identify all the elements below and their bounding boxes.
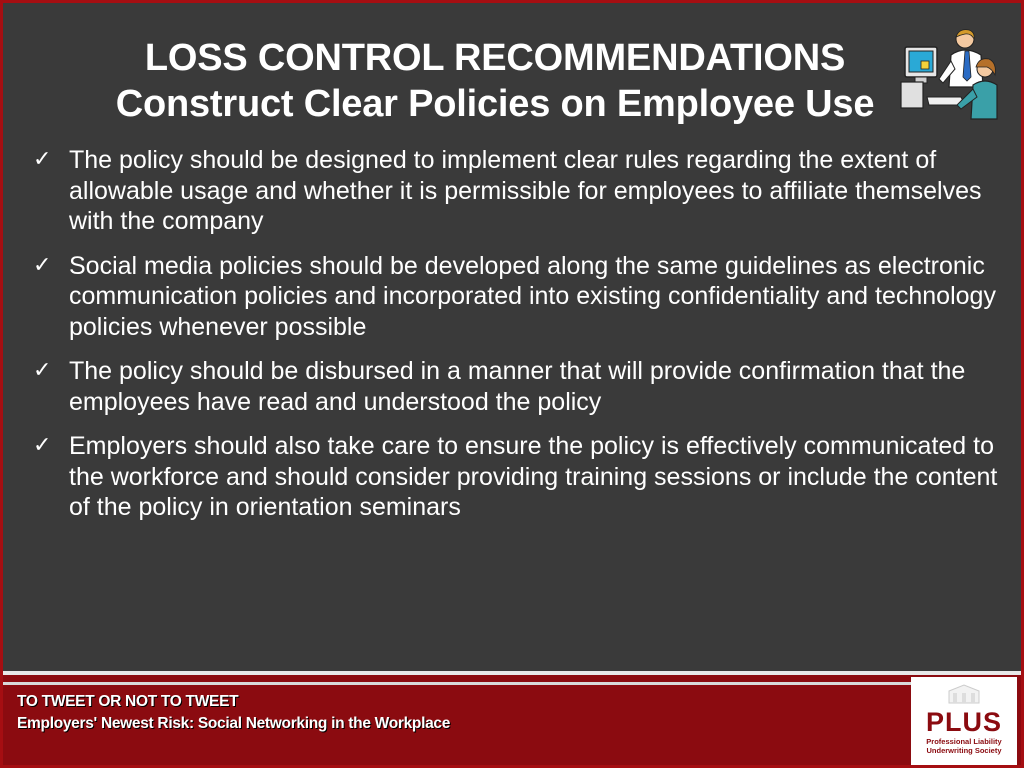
building-emblem-icon	[911, 677, 1017, 707]
checkmark-icon: ✓	[33, 433, 52, 458]
footer-text	[17, 691, 450, 735]
list-item	[33, 145, 1003, 237]
logo-sub-2: Underwriting Society	[926, 746, 1002, 755]
bullet-list	[33, 145, 1003, 537]
slide-title	[3, 35, 987, 127]
logo-wordmark: PLUS	[925, 707, 1002, 737]
logo-subtitle	[911, 737, 1017, 755]
footer-inner-divider	[3, 682, 911, 685]
checkmark-icon: ✓	[33, 147, 52, 172]
logo-sub-1: Professional Liability	[926, 737, 1002, 746]
title-line-2: Construct Clear Policies on Employee Use	[115, 83, 875, 125]
bullet-text: The policy should be disbursed in a manner that will provide confirmation that the employees have read and understood the policy	[69, 357, 966, 416]
list-item	[33, 251, 1003, 343]
plus-logo	[911, 677, 1017, 765]
checkmark-icon: ✓	[33, 252, 52, 278]
footer-line-2: Employers' Newest Risk: Social Networking in the Workplace	[17, 715, 451, 732]
office-workers-at-computer-icon	[899, 27, 999, 122]
bullet-text: Employers should also take care to ensure the policy is effectively communicated to the workforce and should consider providing training sessions or include the content of the policy in orientation seminars	[69, 432, 998, 521]
bullet-text: Social media policies should be developed along the same guidelines as electronic communication policies and incorporated into existing confidentiality and technology policies whenever possible	[69, 251, 996, 341]
footer-bar	[3, 675, 1021, 768]
footer-line-1: TO TWEET OR NOT TO TWEET	[17, 693, 239, 710]
list-item	[33, 356, 1003, 417]
checkmark-icon: ✓	[33, 358, 52, 383]
title-line-1: LOSS CONTROL RECOMMENDATIONS	[144, 37, 846, 79]
bullet-text: The policy should be designed to implement clear rules regarding the extent of allowable usage and whether it is permissible for employees to affiliate themselves with the company	[69, 146, 982, 235]
list-item	[33, 431, 1003, 523]
